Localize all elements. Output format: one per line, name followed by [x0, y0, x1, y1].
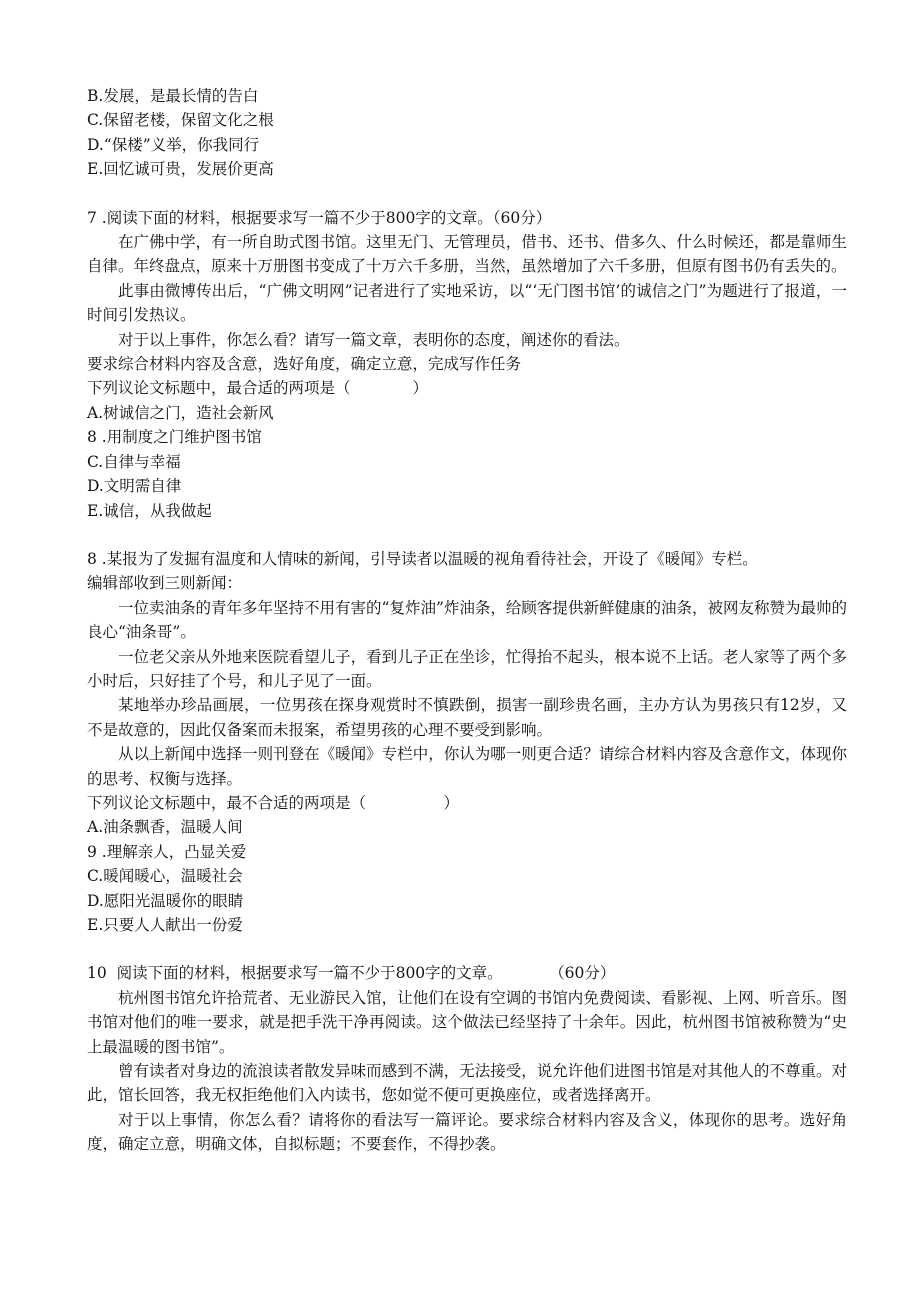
question-8-option-c: C.暖闻暖心，温暖社会	[87, 867, 243, 886]
question-7-paragraph: 在广佛中学，有一所自助式图书馆。这里无门、无管理员，借书、还书、借多久、什么时候还，都是靠师生自律。年终盘点，原来十万册图书变成了十万六千多册，当然，虽然增加了六千多册，但原有图书仍有丢失的。	[87, 233, 847, 276]
question-7-paragraph: 对于以上事件，你怎么看？请写一篇文章，表明你的态度，阐述你的看法。	[118, 330, 630, 349]
question-8-option-d: D.愿阳光温暖你的眼睛	[87, 891, 244, 910]
question-7-paragraph: 此事由微博传出后，“广佛文明网”记者进行了实地采访，以“‘无门图书馆’的诚信之门”为题进行了报道，一时间引发热议。	[87, 281, 847, 325]
question-10-header: 10 阅读下面的材料，根据要求写一篇不少于800字的文章。 （60分）	[87, 964, 616, 983]
question-7-requirement: 要求综合材料内容及含意，选好角度，确定立意，完成写作任务	[87, 355, 522, 374]
question-10-paragraph: 曾有读者对身边的流浪读者散发异味而感到不满，无法接受，说允许他们进图书馆是对其他人的不尊重。对此，馆长回答，我无权拒绝他们入内读书，您如觉不便可更换座位，或者选择离开。	[87, 1062, 847, 1105]
question-7-option-e: E.诚信，从我做起	[87, 501, 212, 520]
question-8-paragraph: 某地举办珍品画展，一位男孩在探身观赏时不慎跌倒，损害一副珍贵名画，主办方认为男孩只有12岁，又不是故意的，因此仅备案而未报案，希望男孩的心理不要受到影响。	[87, 696, 847, 739]
question-8-option-a: A.油条飘香，温暖人间	[87, 818, 243, 837]
document-page	[87, 84, 847, 1157]
option-e: E.回忆诚可贵，发展价更高	[87, 160, 274, 179]
question-8	[87, 547, 847, 938]
question-7-option-c: C.自律与幸福	[87, 452, 181, 471]
question-8-paragraph: 从以上新闻中选择一则刊登在《暖闻》专栏中，你认为哪一则更合适？请综合材料内容及含意作文，体现你的思考、权衡与选择。	[87, 745, 847, 788]
question-10	[87, 961, 847, 1156]
question-8-header-continued: 编辑部收到三则新闻：	[87, 574, 243, 593]
question-7-option-a: A.树诚信之门，造社会新风	[87, 403, 274, 422]
option-d: D.“保楼”义举，你我同行	[87, 135, 260, 154]
previous-question-options	[87, 84, 847, 182]
question-10-paragraph: 对于以上事情，你怎么看？请将你的看法写一篇评论。要求综合材料内容及含义，体现你的思考。选好角度，确定立意，明确文体，自拟标题；不要套作，不得抄袭。	[87, 1110, 847, 1154]
question-7-option-b: 8 .用制度之门维护图书馆	[87, 428, 262, 447]
question-7-option-d: D.文明需自律	[87, 477, 182, 496]
question-10-paragraph: 杭州图书馆允许拾荒者、无业游民入馆，让他们在设有空调的书馆内免费阅读、看影视、上网、听音乐。图书馆对他们的唯一要求，就是把手洗干净再阅读。这个做法已经坚持了十余年。因此，杭州图书馆被称赞为“史上最温暖的图书馆”。	[87, 988, 847, 1056]
question-8-header: 8 .某报为了发掘有温度和人情味的新闻，引导读者以温暖的视角看待社会，开设了《暖闻》专栏。	[87, 549, 758, 568]
question-8-option-e: E.只要人人献出一份爱	[87, 916, 243, 934]
question-8-prompt: 下列议论文标题中，最不合适的两项是（ ）	[87, 793, 460, 812]
question-8-paragraph: 一位老父亲从外地来医院看望儿子，看到儿子正在坐诊，忙得抬不起头，根本说不上话。老人家等了两个多小时后，只好挂了个号，和儿子见了一面。	[87, 647, 847, 690]
question-8-option-b: 9 .理解亲人，凸显关爱	[87, 842, 247, 861]
question-8-paragraph: 一位卖油条的青年多年坚持不用有害的“复炸油”炸油条，给顾客提供新鲜健康的油条，被网友称赞为最帅的良心“油条哥”。	[87, 598, 847, 642]
question-7	[87, 206, 847, 523]
question-7-header: 7 .阅读下面的材料，根据要求写一篇不少于800字的文章。（60分）	[87, 208, 552, 227]
question-7-prompt: 下列议论文标题中，最合适的两项是（ ）	[87, 379, 429, 398]
option-c: C.保留老楼，保留文化之根	[87, 111, 274, 130]
option-b: B.发展，是最长情的告白	[87, 87, 259, 105]
